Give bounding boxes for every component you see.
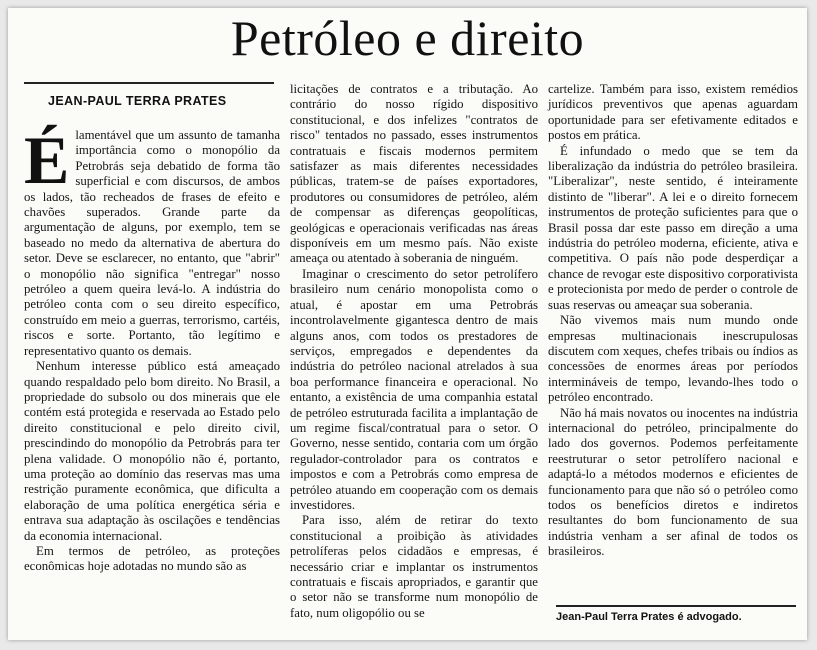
column-3 [548, 82, 798, 560]
newspaper-clipping [8, 8, 807, 640]
paragraph: licitações de contratos e a tributação. Ao contrário do nosso rígido dispositivo constitucional, e dos infelizes "contratos de risco" tentados no passado, esses instrumentos contratuais e fiscais modernos permitem satisfazer as mais diferentes necessidades públicas, tratem-se de países exportadores, produtores ou consumidores de petróleo, além de compensar as diferenças geopolíticas, geológicas e operacionais verificadas nas áreas disponíveis em um mesmo país. Não existe ameaça ou atentado à soberania de ninguém. [290, 82, 538, 266]
column-2 [290, 82, 538, 621]
paragraph: É infundado o medo que se tem da liberalização da indústria do petróleo brasileira. "Liberalizar", neste sentido, é inteiramente distinto de "liberar". A lei e o direito fornecem instrumentos de proteção suficientes para que o Brasil possa dar este passo em direção a uma indústria do petróleo moderna, eficiente, ativa e competitiva. O país não pode desperdiçar a chance de revogar este dispositivo corporativista e protecionista por medo de perder o controle de suas reservas ou ameaçar sua soberania. [548, 143, 798, 312]
article-headline: Petróleo e direito [230, 10, 585, 66]
paragraph: Imaginar o crescimento do setor petrolífero brasileiro num cenário monopolista como o atual, é apostar em uma Petrobrás incontrolavelmente gigantesca dentro de mais alguns anos, com todos os prestadores de serviços, empregados e dependentes da indústria do petróleo nacional atrelados à sua boa performance financeira e operacional. No entanto, a existência de uma companhia estatal de petróleo estruturada facilita a implantação de um regime fiscal/contratual para o setor. O Governo, nesse sentido, contaria com um órgão regulador-controlador para os contratos e impostos e com a Petrobrás como empresa de petróleo atuando em cooperação com os demais investidores. [290, 266, 538, 512]
byline-rule [24, 82, 274, 84]
byline: JEAN-PAUL TERRA PRATES [48, 94, 227, 108]
paragraph: lamentável que um assunto de tamanha importância como o monopólio da Petrobrás seja debatido de forma tão superficial e com discursos, de ambos os lados, tão recheados de frases de efeito e chavões superados. Grande parte da argumentação de alguns, por exemplo, tem se baseado no medo da alternativa de abertura do setor. Deve se esclarecer, no entanto, que "abrir" o monopólio não significa "entregar" nosso petróleo a quem queira levá-lo. A indústria do petróleo conta com o seu direito específico, construído em meio a guerras, terrorismo, cartéis, riscos e sorte. Portanto, tão legítimo e representativo quanto os demais. [24, 128, 280, 358]
column-1 [24, 122, 280, 575]
author-note: Jean-Paul Terra Prates é advogado. [556, 611, 742, 623]
paragraph: Para isso, além de retirar do texto constitucional a proibição às atividades petrolíferas pelos cidadãos e empresas, é necessário criar e implantar os instrumentos contratuais e fiscais apropriados, e garantir que o setor não se transforme num monopólio de fato, num oligopólio ou se [290, 513, 538, 620]
signature-rule [556, 605, 796, 607]
drop-cap: É [24, 122, 70, 198]
paragraph: Não há mais novatos ou inocentes na indústria internacional do petróleo, principalmente do lado dos governos. Podemos perfeitamente reestruturar o setor petrolífero nacional e adaptá-lo a métodos modernos e eficientes de funcionamento para que não só o petróleo como todos os benefícios diretos e indiretos resultantes do bom funcionamento de sua indústria venham a ser afinal de todos os brasileiros. [548, 405, 798, 559]
paragraph: cartelize. Também para isso, existem remédios jurídicos preventivos que apenas aguardam oportunidade para ser efetivamente editados e postos em prática. [548, 82, 798, 143]
paragraph: Em termos de petróleo, as proteções econômicas hoje adotadas no mundo são as [24, 543, 280, 574]
paragraph: Não vivemos mais num mundo onde empresas multinacionais inescrupulosas discutem com xeques, chefes tribais ou índios as concessões de enormes áreas por períodos intermináveis de tempo, levando-lhes todo o petróleo encontrado. [548, 313, 798, 405]
paragraph: Nenhum interesse público está ameaçado quando respaldado pelo bom direito. No Brasil, a propriedade do subsolo ou dos minerais que ele contém está protegida e reservada ao Estado pelo direito constitucional e pelo direito civil, prescindindo do monopólio da Petrobrás para ter plena validade. O monopólio não é, portanto, uma proteção ao domínio das reservas mas uma restrição puramente econômica, que dificulta a elaboração de uma política energética séria e entrava sua adaptação às oscilações e tendências da economia internacional. [24, 359, 280, 543]
